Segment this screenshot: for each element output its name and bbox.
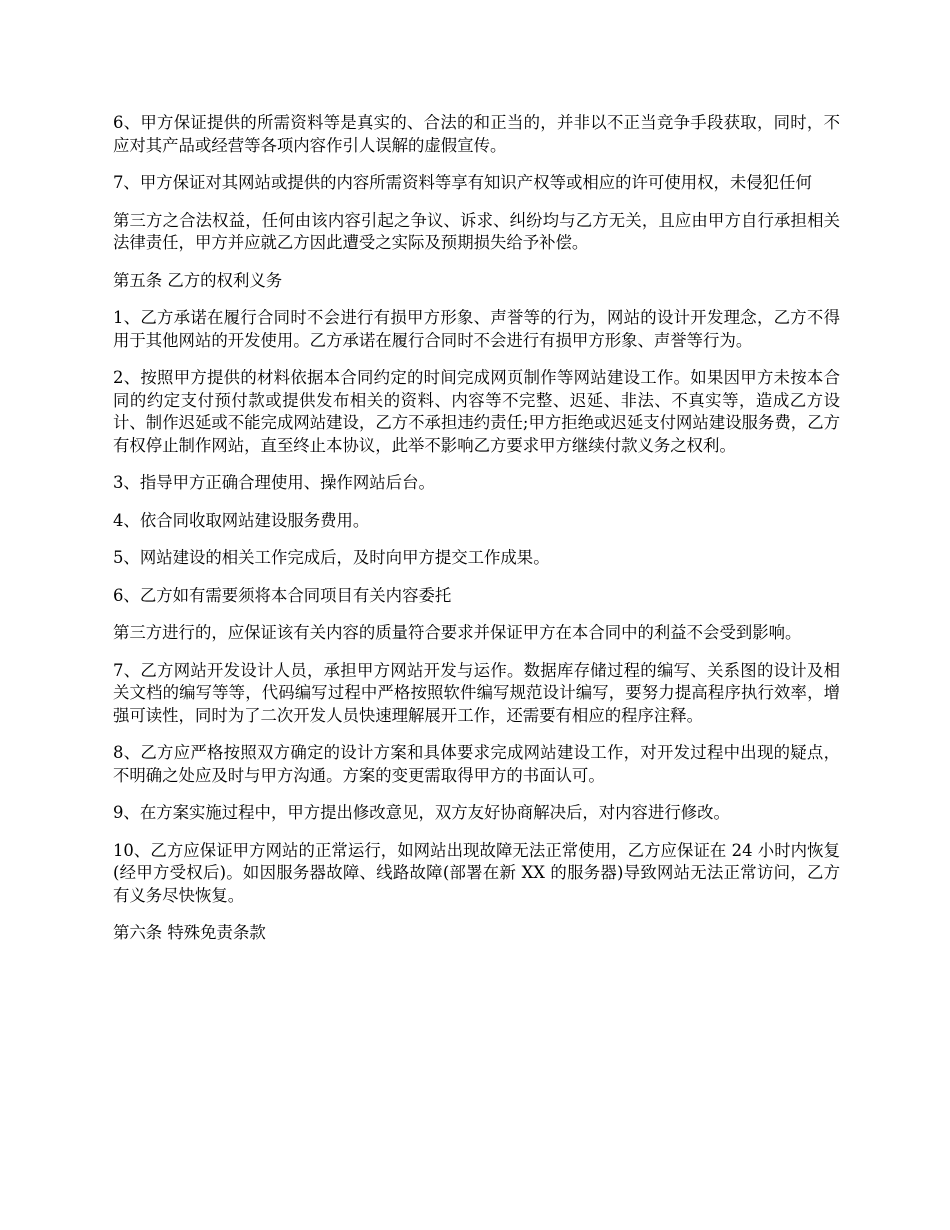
clause-paragraph: 9、在方案实施过程中，甲方提出修改意见，双方友好协商解决后，对内容进行修改。 [113,803,730,822]
clause-paragraph: 3、指导甲方正确合理使用、操作网站后台。 [113,473,435,492]
clause-paragraph: 7、甲方保证对其网站或提供的内容所需资料等享有知识产权等或相应的许可使用权，未侵犯任何 [113,173,812,192]
document-page [113,112,840,960]
section-heading: 第六条 特殊免责条款 [113,923,266,942]
section-heading: 第五条 乙方的权利义务 [113,270,283,290]
clause-paragraph: 7、乙方网站开发设计人员，承担甲方网站开发与运作。数据库存储过程的编写、关系图的设计及相关文档的编写等等，代码编写过程中严格按照软件编写规范设计编写，要努力提高程序执行效率，增强可读性，同时为了二次开发人员快速理解展开工作，还需要有相应的程序注释。 [113,660,840,725]
clause-paragraph: 2、按照甲方提供的材料依据本合同约定的时间完成网页制作等网站建设工作。如果因甲方未按本合同的约定支付预付款或提供发布相关的资料、内容等不完整、迟延、非法、不真实等，造成乙方设计、制作迟延或不能完成网站建设，乙方不承担违约责任;甲方拒绝或迟延支付网站建设服务费，乙方有权停止制作网站，直至终止本协议，此举不影响乙方要求甲方继续付款义务之权利。 [113,368,840,455]
clause-paragraph: 5、网站建设的相关工作完成后，及时向甲方提交工作成果。 [113,548,550,567]
clause-paragraph: 6、甲方保证提供的所需资料等是真实的、合法的和正当的，并非以不正当竞争手段获取，同时，不应对其产品或经营等各项内容作引人误解的虚假宣传。 [113,113,840,155]
clause-paragraph: 1、乙方承诺在履行合同时不会进行有损甲方形象、声誉等的行为，网站的设计开发理念，乙方不得用于其他网站的开发使用。乙方承诺在履行合同时不会进行有损甲方形象、声誉等行为。 [113,308,840,350]
clause-paragraph: 第三方进行的，应保证该有关内容的质量符合要求并保证甲方在本合同中的利益不会受到影响。 [113,623,802,642]
clause-paragraph: 10、乙方应保证甲方网站的正常运行，如网站出现故障无法正常使用，乙方应保证在 24 小时内恢复(经甲方受权后)。如因服务器故障、线路故障(部署在新 XX 的服务器)导致网站无法正常访问，乙方有义务尽快恢复。 [113,840,840,905]
clause-paragraph: 8、乙方应严格按照双方确定的设计方案和具体要求完成网站建设工作，对开发过程中出现的疑点，不明确之处应及时与甲方沟通。方案的变更需取得甲方的书面认可。 [113,743,840,785]
clause-paragraph: 第三方之合法权益，任何由该内容引起之争议、诉求、纠纷均与乙方无关，且应由甲方自行承担相关法律责任，甲方并应就乙方因此遭受之实际及预期损失给予补偿。 [113,210,840,252]
clause-paragraph: 6、乙方如有需要须将本合同项目有关内容委托 [113,585,452,605]
clause-paragraph: 4、依合同收取网站建设服务费用。 [113,510,370,530]
